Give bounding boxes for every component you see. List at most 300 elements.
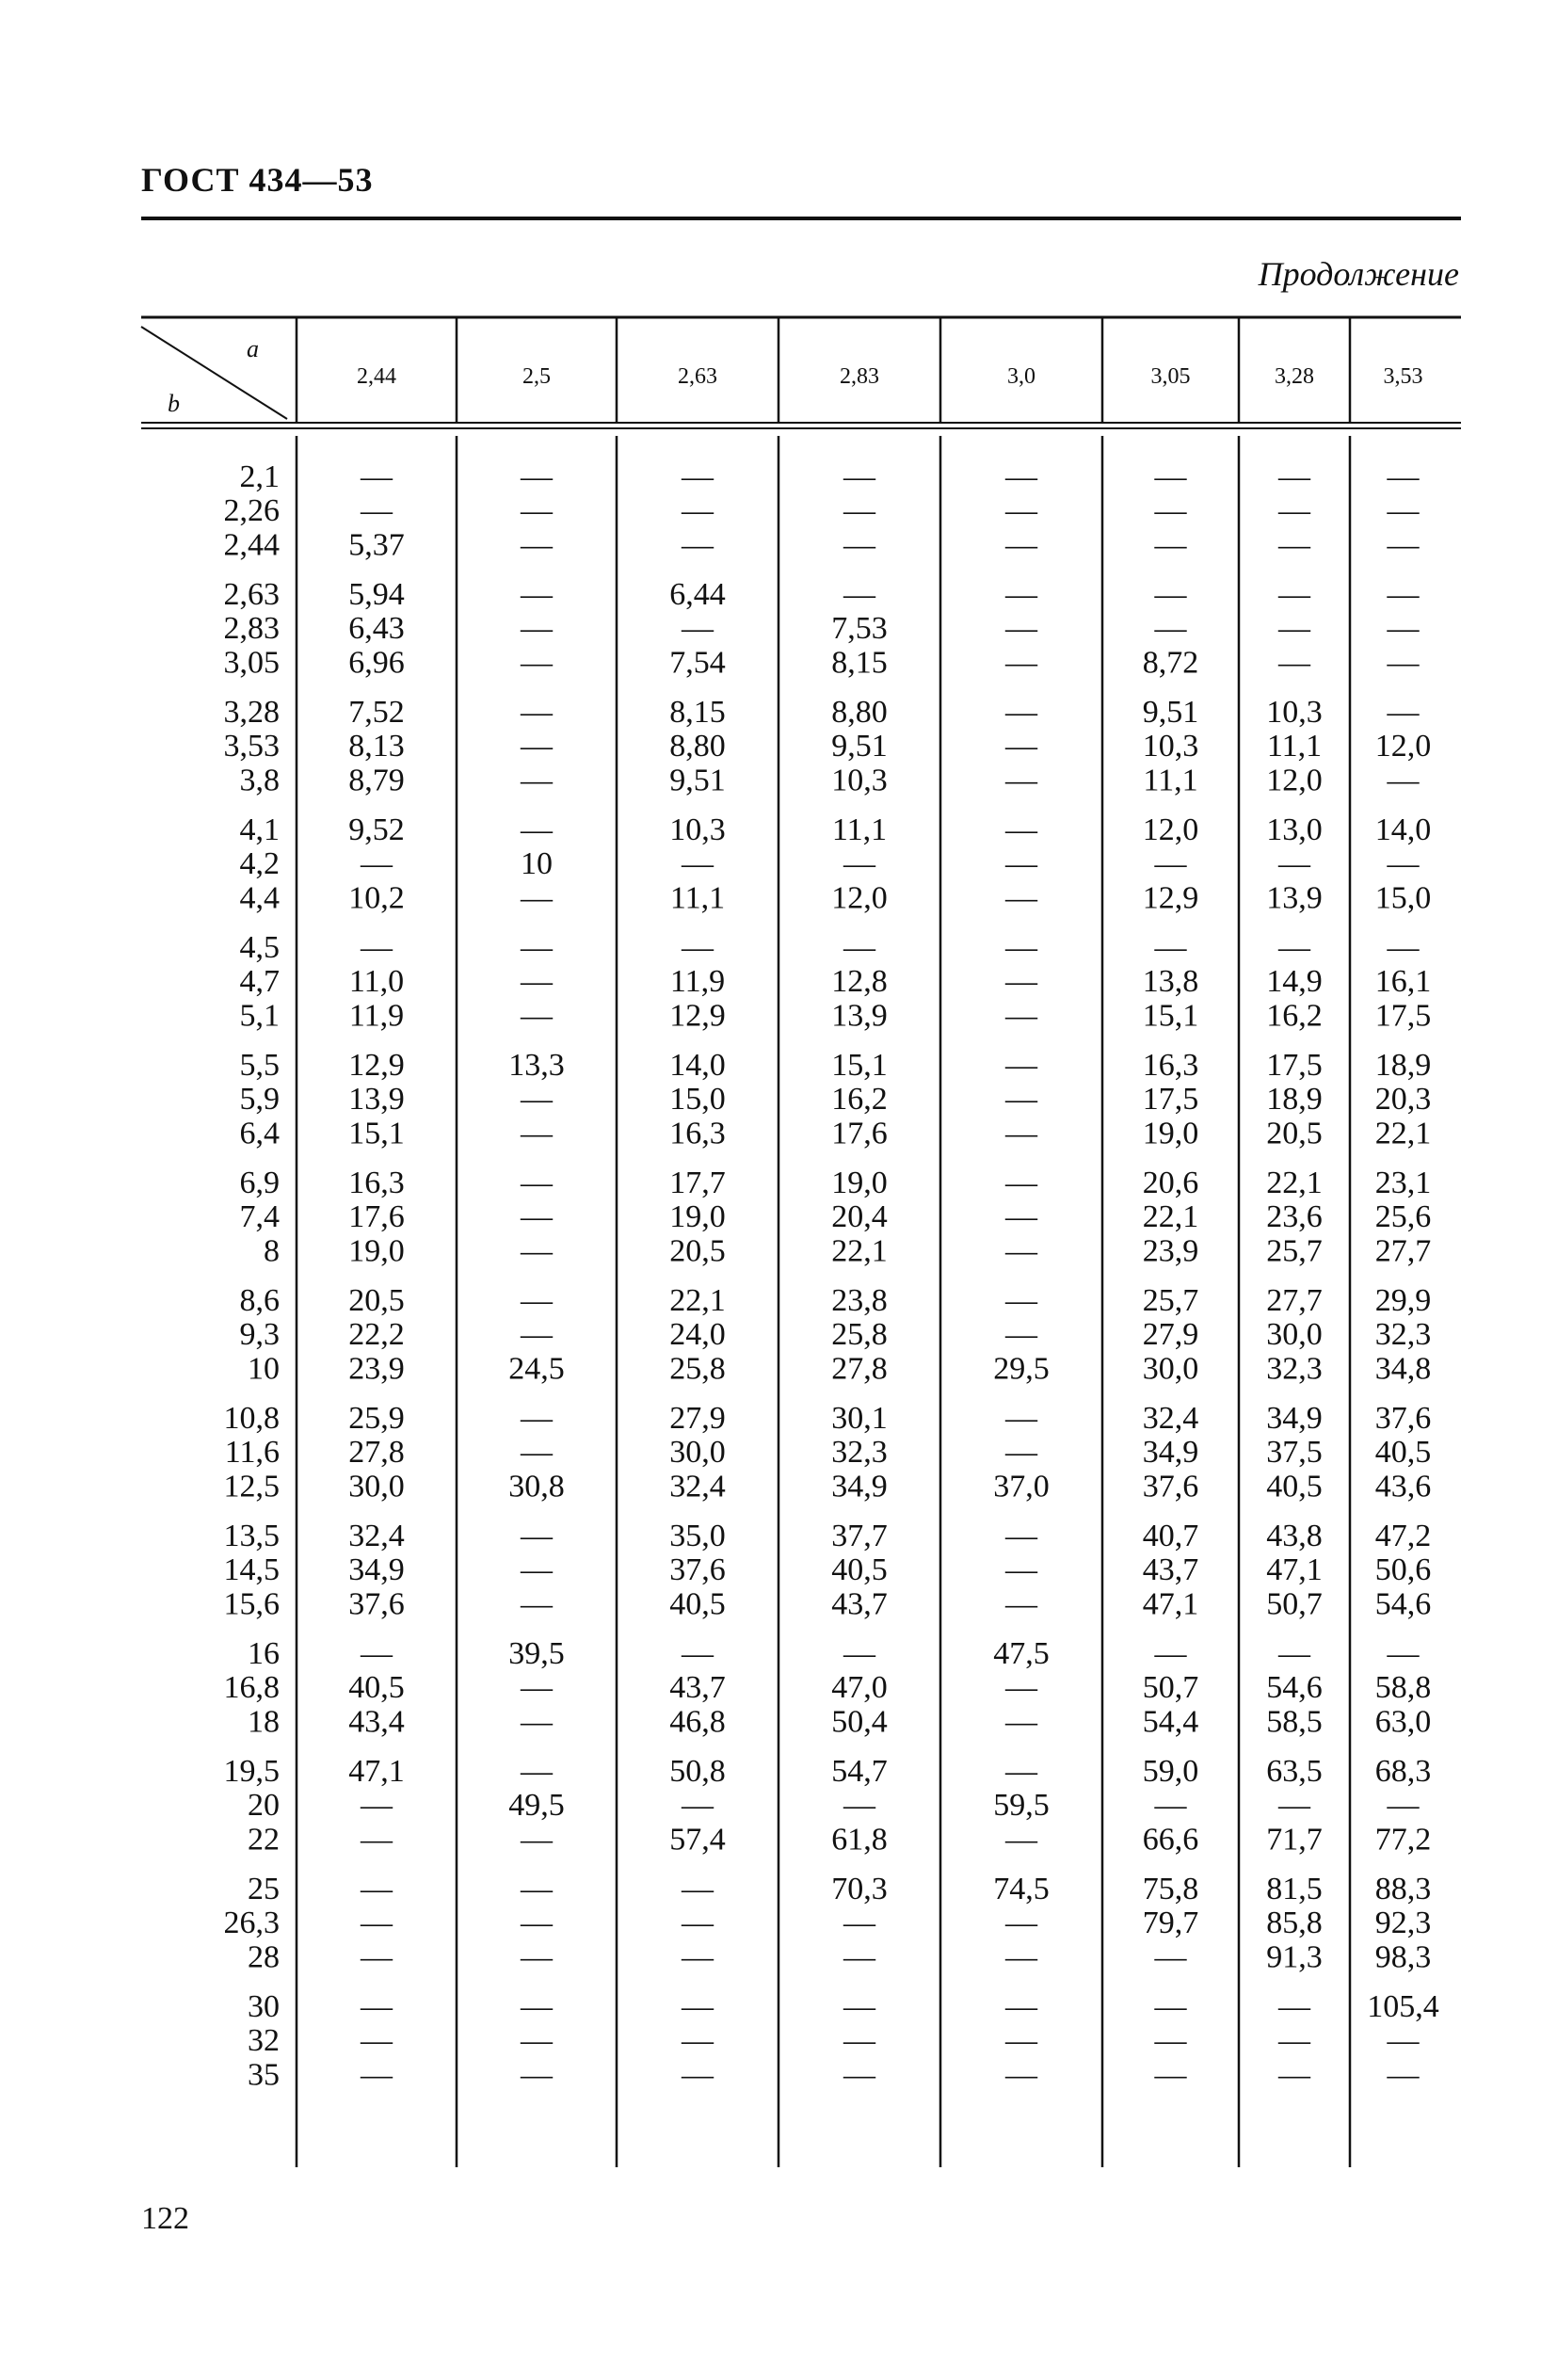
table-cell: —: [1005, 1401, 1037, 1436]
table-cell: 47,2: [1374, 1519, 1432, 1553]
table-cell: 98,3: [1374, 1939, 1432, 1975]
table-cell: —: [1387, 930, 1420, 965]
table-cell: 15,1: [348, 1116, 405, 1151]
table-cell: —: [521, 998, 553, 1034]
table-cell: 5,94: [348, 577, 405, 612]
table-cell: 16,3: [669, 1116, 726, 1151]
table-cell: 61,8: [831, 1822, 888, 1857]
table-cell: —: [521, 1082, 553, 1118]
table-cell: —: [1005, 1754, 1037, 1789]
table-cell: 17,6: [348, 1199, 405, 1235]
table-cell: —: [1005, 1283, 1037, 1318]
table-cell: —: [682, 1939, 714, 1975]
continuation-label: Продолжение: [1258, 255, 1459, 293]
row-header-b: 2,44: [223, 527, 280, 563]
row-header-b: 2,83: [223, 611, 280, 647]
table-cell: 54,4: [1142, 1704, 1199, 1740]
table-cell: 34,9: [1142, 1435, 1199, 1471]
table-cell: —: [521, 2023, 553, 2059]
table-cell: —: [1005, 846, 1037, 882]
table-cell: —: [1154, 846, 1187, 882]
table-cell: 25,8: [831, 1317, 888, 1353]
table-cell: —: [1005, 1116, 1037, 1151]
table-cell: 34,8: [1374, 1351, 1432, 1387]
table-cell: 13,8: [1142, 964, 1199, 1000]
table-cell: 47,1: [348, 1754, 405, 1789]
table-cell: 47,5: [993, 1636, 1050, 1671]
table-cell: —: [361, 493, 393, 529]
row-header-b: 10,8: [223, 1401, 280, 1436]
table-cell: —: [521, 812, 553, 847]
table-cell: 12,0: [831, 880, 888, 916]
table-cell: 10,3: [1142, 729, 1199, 764]
row-header-b: 7,4: [239, 1199, 280, 1235]
table-cell: —: [682, 493, 714, 529]
table-cell: —: [1154, 2057, 1187, 2093]
table-cell: —: [1005, 1199, 1037, 1235]
table-cell: —: [1005, 880, 1037, 916]
table-cell: 47,1: [1142, 1586, 1199, 1622]
table-cell: —: [1005, 930, 1037, 965]
table-cell: 11,9: [348, 998, 405, 1034]
row-header-b: 25: [248, 1872, 280, 1906]
table-cell: —: [1005, 1552, 1037, 1588]
table-cell: 37,6: [669, 1552, 726, 1588]
table-cell: 10,3: [831, 763, 888, 798]
table-cell: —: [682, 1788, 714, 1824]
table-cell: 32,4: [1142, 1401, 1199, 1436]
table-cell: 40,5: [1266, 1469, 1323, 1504]
table-cell: 85,8: [1266, 1906, 1323, 1941]
table-cell: —: [682, 2057, 714, 2093]
row-header-b: 4,2: [239, 846, 280, 882]
table-cell: 68,3: [1374, 1754, 1432, 1789]
table-cell: —: [1387, 763, 1420, 798]
table-cell: —: [1154, 493, 1187, 529]
table-cell: —: [1005, 527, 1037, 563]
table-cell: 91,3: [1266, 1939, 1323, 1975]
table-cell: —: [521, 1166, 553, 1200]
table-cell: 37,0: [993, 1469, 1050, 1504]
table-cell: —: [1005, 645, 1037, 681]
table-cell: —: [1278, 527, 1310, 563]
table-cell: 54,7: [831, 1754, 888, 1789]
table-cell: 25,7: [1142, 1283, 1199, 1318]
table-cell: 24,5: [508, 1351, 565, 1387]
table-cell: —: [1154, 930, 1187, 965]
table-cell: 27,7: [1374, 1233, 1432, 1269]
table-cell: —: [521, 1872, 553, 1906]
table-cell: —: [1005, 812, 1037, 847]
row-header-b: 18: [248, 1704, 280, 1740]
table-cell: —: [1005, 1317, 1037, 1353]
table-cell: 12,8: [831, 964, 888, 1000]
column-header: 3,05: [1150, 364, 1191, 389]
table-cell: 20,6: [1142, 1166, 1199, 1200]
table-cell: 29,9: [1374, 1283, 1432, 1318]
table-cell: —: [1387, 645, 1420, 681]
column-header: 3,28: [1275, 364, 1314, 389]
table-cell: —: [521, 527, 553, 563]
corner-diagonal: [141, 327, 287, 419]
table-cell: —: [1278, 1636, 1310, 1671]
table-cell: —: [521, 1283, 553, 1318]
row-header-b: 2,1: [239, 459, 280, 494]
table-cell: —: [521, 645, 553, 681]
table-cell: 9,51: [831, 729, 888, 764]
table-cell: —: [361, 459, 393, 494]
table-cell: —: [1005, 493, 1037, 529]
table-cell: 50,8: [669, 1754, 726, 1789]
table-cell: 11,1: [669, 880, 726, 916]
table-cell: 59,5: [993, 1788, 1050, 1824]
table-cell: 46,8: [669, 1704, 726, 1740]
table-cell: 27,7: [1266, 1283, 1323, 1318]
table-cell: —: [1005, 998, 1037, 1034]
row-header-b: 32: [248, 2023, 280, 2059]
table-cell: —: [843, 1906, 875, 1941]
table-cell: —: [1005, 1670, 1037, 1706]
table-cell: 25,6: [1374, 1199, 1432, 1235]
table-cell: 47,0: [831, 1670, 888, 1706]
table-cell: —: [521, 1939, 553, 1975]
table-cell: —: [361, 1636, 393, 1671]
table-cell: —: [361, 1989, 393, 2024]
table-cell: —: [1278, 2057, 1310, 2093]
table-cell: —: [843, 577, 875, 612]
table-cell: —: [521, 1199, 553, 1235]
table-cell: —: [1387, 2057, 1420, 2093]
table-cell: —: [1005, 729, 1037, 764]
table-cell: —: [1154, 1636, 1187, 1671]
table-cell: —: [843, 930, 875, 965]
row-header-b: 4,5: [239, 930, 280, 965]
table-cell: 43,4: [348, 1704, 405, 1740]
table-cell: 17,6: [831, 1116, 888, 1151]
table-cell: 19,0: [669, 1199, 726, 1235]
table-cell: 10: [521, 846, 553, 882]
table-cell: 13,3: [508, 1048, 565, 1083]
table-cell: 23,9: [1142, 1233, 1199, 1269]
table-cell: —: [521, 2057, 553, 2093]
table-cell: 9,51: [1142, 695, 1199, 730]
row-header-b: 5,1: [239, 998, 280, 1034]
table-cell: 19,0: [1142, 1116, 1199, 1151]
table-cell: —: [361, 1788, 393, 1824]
table-cell: 22,2: [348, 1317, 405, 1353]
table-cell: 13,0: [1266, 812, 1323, 847]
table-cell: 30,0: [1266, 1317, 1323, 1353]
table-cell: —: [1005, 1989, 1037, 2024]
table-cell: —: [1005, 577, 1037, 612]
table-cell: 17,5: [1374, 998, 1432, 1034]
table-cell: 15,0: [1374, 880, 1432, 916]
table-cell: —: [521, 930, 553, 965]
table-cell: —: [1278, 645, 1310, 681]
table-cell: 16,3: [348, 1166, 405, 1200]
table-cell: —: [521, 1233, 553, 1269]
table-cell: —: [1278, 1989, 1310, 2024]
row-header-b: 12,5: [223, 1469, 280, 1504]
table-cell: —: [682, 527, 714, 563]
table-cell: —: [1387, 611, 1420, 647]
table-cell: —: [1005, 763, 1037, 798]
table-cell: 19,0: [348, 1233, 405, 1269]
table-cell: 11,1: [1266, 729, 1323, 764]
table-cell: 92,3: [1374, 1906, 1432, 1941]
table-cell: —: [682, 2023, 714, 2059]
table-cell: 8,79: [348, 763, 405, 798]
table-cell: 70,3: [831, 1872, 888, 1906]
column-header: 2,44: [357, 364, 396, 389]
table-cell: 20,4: [831, 1199, 888, 1235]
table-cell: —: [1005, 1048, 1037, 1083]
table-cell: 19,0: [831, 1166, 888, 1200]
table-cell: 18,9: [1374, 1048, 1432, 1083]
table-cell: —: [521, 1989, 553, 2024]
table-cell: —: [1387, 1636, 1420, 1671]
table-cell: —: [1278, 846, 1310, 882]
row-header-b: 3,05: [223, 645, 280, 681]
row-header-b: 10: [248, 1351, 280, 1387]
table-cell: 12,0: [1142, 812, 1199, 847]
table-cell: 10,2: [348, 880, 405, 916]
table-cell: 63,5: [1266, 1754, 1323, 1789]
table-cell: 32,3: [831, 1435, 888, 1471]
table-cell: —: [1387, 577, 1420, 612]
table-cell: —: [682, 1989, 714, 2024]
row-header-b: 35: [248, 2057, 280, 2093]
table-cell: —: [1278, 577, 1310, 612]
row-header-b: 5,9: [239, 1082, 280, 1118]
table-cell: —: [1278, 611, 1310, 647]
table-cell: 30,8: [508, 1469, 565, 1504]
table-cell: —: [521, 1552, 553, 1588]
table-cell: 22,1: [1142, 1199, 1199, 1235]
table-cell: 27,9: [1142, 1317, 1199, 1353]
table-cell: 23,8: [831, 1283, 888, 1318]
row-header-b: 20: [248, 1788, 280, 1824]
table-cell: —: [361, 1906, 393, 1941]
table-cell: 29,5: [993, 1351, 1050, 1387]
table-cell: 43,7: [669, 1670, 726, 1706]
table-cell: 23,6: [1266, 1199, 1323, 1235]
table-cell: —: [521, 1401, 553, 1436]
row-header-b: 30: [248, 1989, 280, 2024]
table-cell: 15,1: [1142, 998, 1199, 1034]
table-cell: 20,5: [1266, 1116, 1323, 1151]
row-header-b: 4,7: [239, 964, 280, 1000]
table-cell: 77,2: [1374, 1822, 1432, 1857]
table-cell: 63,0: [1374, 1704, 1432, 1740]
table-cell: 34,9: [831, 1469, 888, 1504]
table-cell: —: [1387, 846, 1420, 882]
table-cell: —: [1005, 1906, 1037, 1941]
table-cell: 27,8: [831, 1351, 888, 1387]
table-cell: 6,96: [348, 645, 405, 681]
table-cell: 32,4: [669, 1469, 726, 1504]
table-cell: 14,0: [1374, 812, 1432, 847]
data-table: [141, 317, 1461, 2167]
table-cell: 13,9: [831, 998, 888, 1034]
page-number: 122: [141, 2201, 189, 2236]
table-cell: 49,5: [508, 1788, 565, 1824]
row-header-b: 6,4: [239, 1116, 280, 1151]
corner-label-b: b: [168, 390, 180, 417]
table-cell: 13,9: [1266, 880, 1323, 916]
table-cell: 11,9: [669, 964, 726, 1000]
table-cell: 11,1: [831, 812, 888, 847]
table-cell: 22,1: [669, 1283, 726, 1318]
table-cell: 6,43: [348, 611, 405, 647]
table-cell: —: [361, 1939, 393, 1975]
column-header: 2,5: [522, 364, 551, 389]
table-cell: 18,9: [1266, 1082, 1323, 1118]
table-cell: 7,54: [669, 645, 726, 681]
table-cell: 20,5: [669, 1233, 726, 1269]
table-cell: 35,0: [669, 1519, 726, 1553]
table-cell: 10,3: [669, 812, 726, 847]
table-cell: 43,7: [1142, 1552, 1199, 1588]
table-cell: 37,7: [831, 1519, 888, 1553]
table-cell: 13,9: [348, 1082, 405, 1118]
table-cell: —: [682, 459, 714, 494]
table-cell: —: [1005, 611, 1037, 647]
table-cell: —: [521, 1754, 553, 1789]
table-cell: —: [1154, 611, 1187, 647]
table-cell: 14,0: [669, 1048, 726, 1083]
table-cell: —: [521, 695, 553, 730]
table-cell: 40,5: [831, 1552, 888, 1588]
table-cell: 37,5: [1266, 1435, 1323, 1471]
table-cell: 17,5: [1142, 1082, 1199, 1118]
table-cell: —: [1154, 1939, 1187, 1975]
table-cell: —: [1278, 459, 1310, 494]
table-cell: 81,5: [1266, 1872, 1323, 1906]
header-rule: [141, 217, 1461, 220]
table-cell: 50,7: [1266, 1586, 1323, 1622]
table-cell: 88,3: [1374, 1872, 1432, 1906]
table-cell: —: [843, 1989, 875, 2024]
table-cell: 59,0: [1142, 1754, 1199, 1789]
row-header-b: 28: [248, 1939, 280, 1975]
table-cell: —: [1005, 1435, 1037, 1471]
table-cell: 30,0: [669, 1435, 726, 1471]
table-cell: —: [361, 846, 393, 882]
row-header-b: 26,3: [223, 1906, 280, 1941]
column-header: 2,63: [678, 364, 717, 389]
table-cell: 23,9: [348, 1351, 405, 1387]
row-header-b: 15,6: [223, 1586, 280, 1622]
row-header-b: 5,5: [239, 1048, 280, 1083]
table-cell: —: [361, 930, 393, 965]
table-cell: 12,0: [1374, 729, 1432, 764]
table-cell: —: [521, 964, 553, 1000]
table-cell: 16,1: [1374, 964, 1432, 1000]
table-cell: —: [1154, 527, 1187, 563]
table-cell: 25,7: [1266, 1233, 1323, 1269]
row-header-b: 2,26: [223, 493, 280, 529]
table-cell: 9,52: [348, 812, 405, 847]
table-cell: 43,8: [1266, 1519, 1323, 1553]
table-cell: —: [682, 611, 714, 647]
row-header-b: 3,8: [239, 763, 280, 798]
table-cell: 71,7: [1266, 1822, 1323, 1857]
table-cell: —: [521, 729, 553, 764]
table-cell: 79,7: [1142, 1906, 1199, 1941]
table-cell: —: [521, 577, 553, 612]
table-cell: 22,1: [831, 1233, 888, 1269]
table-cell: 12,9: [669, 998, 726, 1034]
table-cell: —: [1278, 1788, 1310, 1824]
table-cell: 12,9: [1142, 880, 1199, 916]
table-cell: 16,2: [831, 1082, 888, 1118]
row-header-b: 4,4: [239, 880, 280, 916]
table-cell: 10,3: [1266, 695, 1323, 730]
row-header-b: 11,6: [224, 1435, 280, 1471]
table-cell: —: [843, 1788, 875, 1824]
table-cell: 14,9: [1266, 964, 1323, 1000]
table-cell: 74,5: [993, 1872, 1050, 1906]
table-cell: 43,6: [1374, 1469, 1432, 1504]
table-cell: —: [1387, 2023, 1420, 2059]
table-cell: 32,4: [348, 1519, 405, 1553]
table-cell: —: [1005, 1939, 1037, 1975]
table-cell: 40,5: [348, 1670, 405, 1706]
table-cell: —: [843, 2023, 875, 2059]
table-cell: —: [1154, 459, 1187, 494]
table-cell: —: [521, 1519, 553, 1553]
table-cell: 16,2: [1266, 998, 1323, 1034]
table-cell: 105,4: [1367, 1989, 1439, 2024]
table-cell: —: [1005, 1519, 1037, 1553]
column-header: 3,0: [1007, 364, 1035, 389]
column-header: 2,83: [840, 364, 879, 389]
table-cell: —: [1005, 2057, 1037, 2093]
row-header-b: 2,63: [223, 577, 280, 612]
table-cell: —: [521, 763, 553, 798]
table-cell: —: [843, 459, 875, 494]
table-cell: 8,15: [831, 645, 888, 681]
table-cell: 17,7: [669, 1166, 726, 1200]
table-cell: —: [1154, 577, 1187, 612]
table-cell: 54,6: [1266, 1670, 1323, 1706]
table-cell: 27,8: [348, 1435, 405, 1471]
table-cell: 30,1: [831, 1401, 888, 1436]
table-cell: 9,51: [669, 763, 726, 798]
table-cell: 40,5: [1374, 1435, 1432, 1471]
table-cell: 39,5: [508, 1636, 565, 1671]
row-header-b: 19,5: [223, 1754, 280, 1789]
table-cell: —: [1005, 1233, 1037, 1269]
table-cell: —: [1005, 1082, 1037, 1118]
table-cell: —: [1005, 1166, 1037, 1200]
row-header-b: 8,6: [239, 1283, 280, 1318]
row-header-b: 9,3: [239, 1317, 280, 1353]
table-cell: —: [1005, 1822, 1037, 1857]
table-cell: —: [843, 527, 875, 563]
table-cell: —: [1278, 2023, 1310, 2059]
table-cell: 50,4: [831, 1704, 888, 1740]
table-cell: 11,1: [1143, 763, 1198, 798]
table-cell: 47,1: [1266, 1552, 1323, 1588]
row-header-b: 3,53: [223, 729, 280, 764]
table-cell: 22,1: [1266, 1166, 1323, 1200]
corner-label-a: a: [247, 335, 259, 362]
table-cell: —: [1005, 695, 1037, 730]
row-header-b: 3,28: [223, 695, 280, 730]
table-cell: 7,52: [348, 695, 405, 730]
